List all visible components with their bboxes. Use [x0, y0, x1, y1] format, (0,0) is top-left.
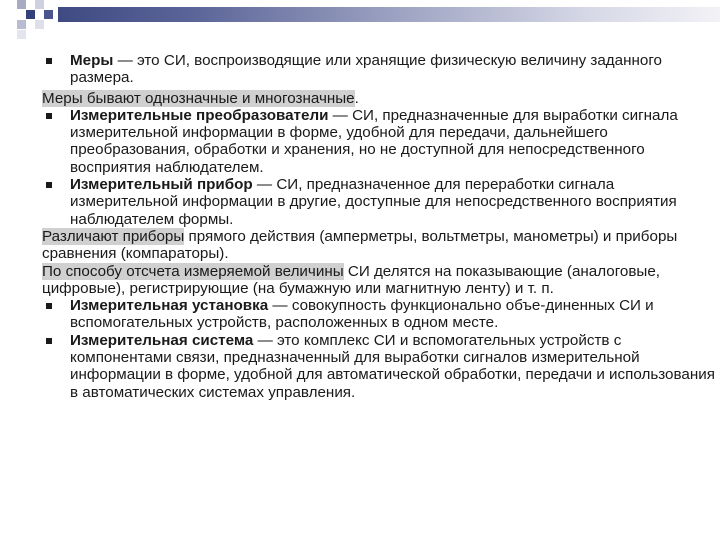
term: Меры	[70, 52, 114, 69]
body-text: — СИ, предназначенные для выработки сигнала измерительной информации в форме, удобной для передачи, дальнейшего преобразования, обработки и хранения, но не доступной для непосредственного восприятия наблюдателем.	[70, 106, 678, 176]
paragraph	[42, 263, 718, 298]
header-gradient-bar	[58, 7, 720, 22]
term: Измерительный прибор	[70, 176, 253, 194]
slide-content	[42, 52, 718, 401]
body-text: прямого действия (амперметры, вольтметры, манометры) и приборы сравнения (компараторы).	[42, 227, 678, 263]
highlighted-phrase: По способу отсчета измеряемой величины	[42, 262, 344, 280]
bullet-item	[42, 52, 718, 87]
term: Измерительная система	[70, 331, 254, 349]
header-decoration-squares	[0, 0, 60, 40]
bullet-item	[42, 107, 718, 176]
decor-square	[35, 20, 44, 29]
body-text: — совокупность функционально объе-диненных СИ и вспомогательных устройств, расположенных в одном месте.	[70, 297, 654, 332]
body-text: СИ делятся на показывающие (аналоговые, цифровые), регистрирующие (на бумажную или магнитную ленту) и т. п.	[42, 262, 661, 297]
paragraph	[42, 90, 718, 107]
body-text: — это СИ, воспроизводящие или хранящие физическую величину заданного размера.	[70, 52, 662, 87]
square-bullet-icon	[46, 58, 52, 64]
body-text: — это комплекс СИ и вспомогательных устройств с компонентами связи, предназначенный для выработки сигналов измерительной информации в форме, удобной для автоматической обработки, передачи и использования в автоматических системах управления.	[70, 331, 715, 401]
square-bullet-icon	[46, 113, 52, 119]
decor-square	[26, 10, 35, 19]
decor-square	[35, 0, 44, 9]
body-text: — СИ, предназначенное для переработки сигнала измерительной информации в другие, доступные для непосредственного восприятия наблюдателем формы.	[70, 176, 677, 228]
decor-square	[17, 30, 26, 39]
body-text: .	[354, 89, 359, 107]
bullet-item	[42, 332, 718, 401]
decor-square	[17, 0, 26, 9]
highlighted-phrase: Различают приборы	[42, 227, 185, 245]
paragraph	[42, 228, 718, 263]
term: Измерительные преобразователи	[70, 106, 329, 124]
bullet-item	[42, 297, 718, 332]
square-bullet-icon	[46, 303, 52, 309]
decor-square	[17, 20, 26, 29]
decor-square	[44, 10, 53, 19]
bullet-item	[42, 176, 718, 228]
highlighted-phrase: Меры бывают однозначные и многозначные	[42, 89, 355, 107]
square-bullet-icon	[46, 338, 52, 344]
square-bullet-icon	[46, 182, 52, 188]
term: Измерительная установка	[70, 297, 269, 315]
